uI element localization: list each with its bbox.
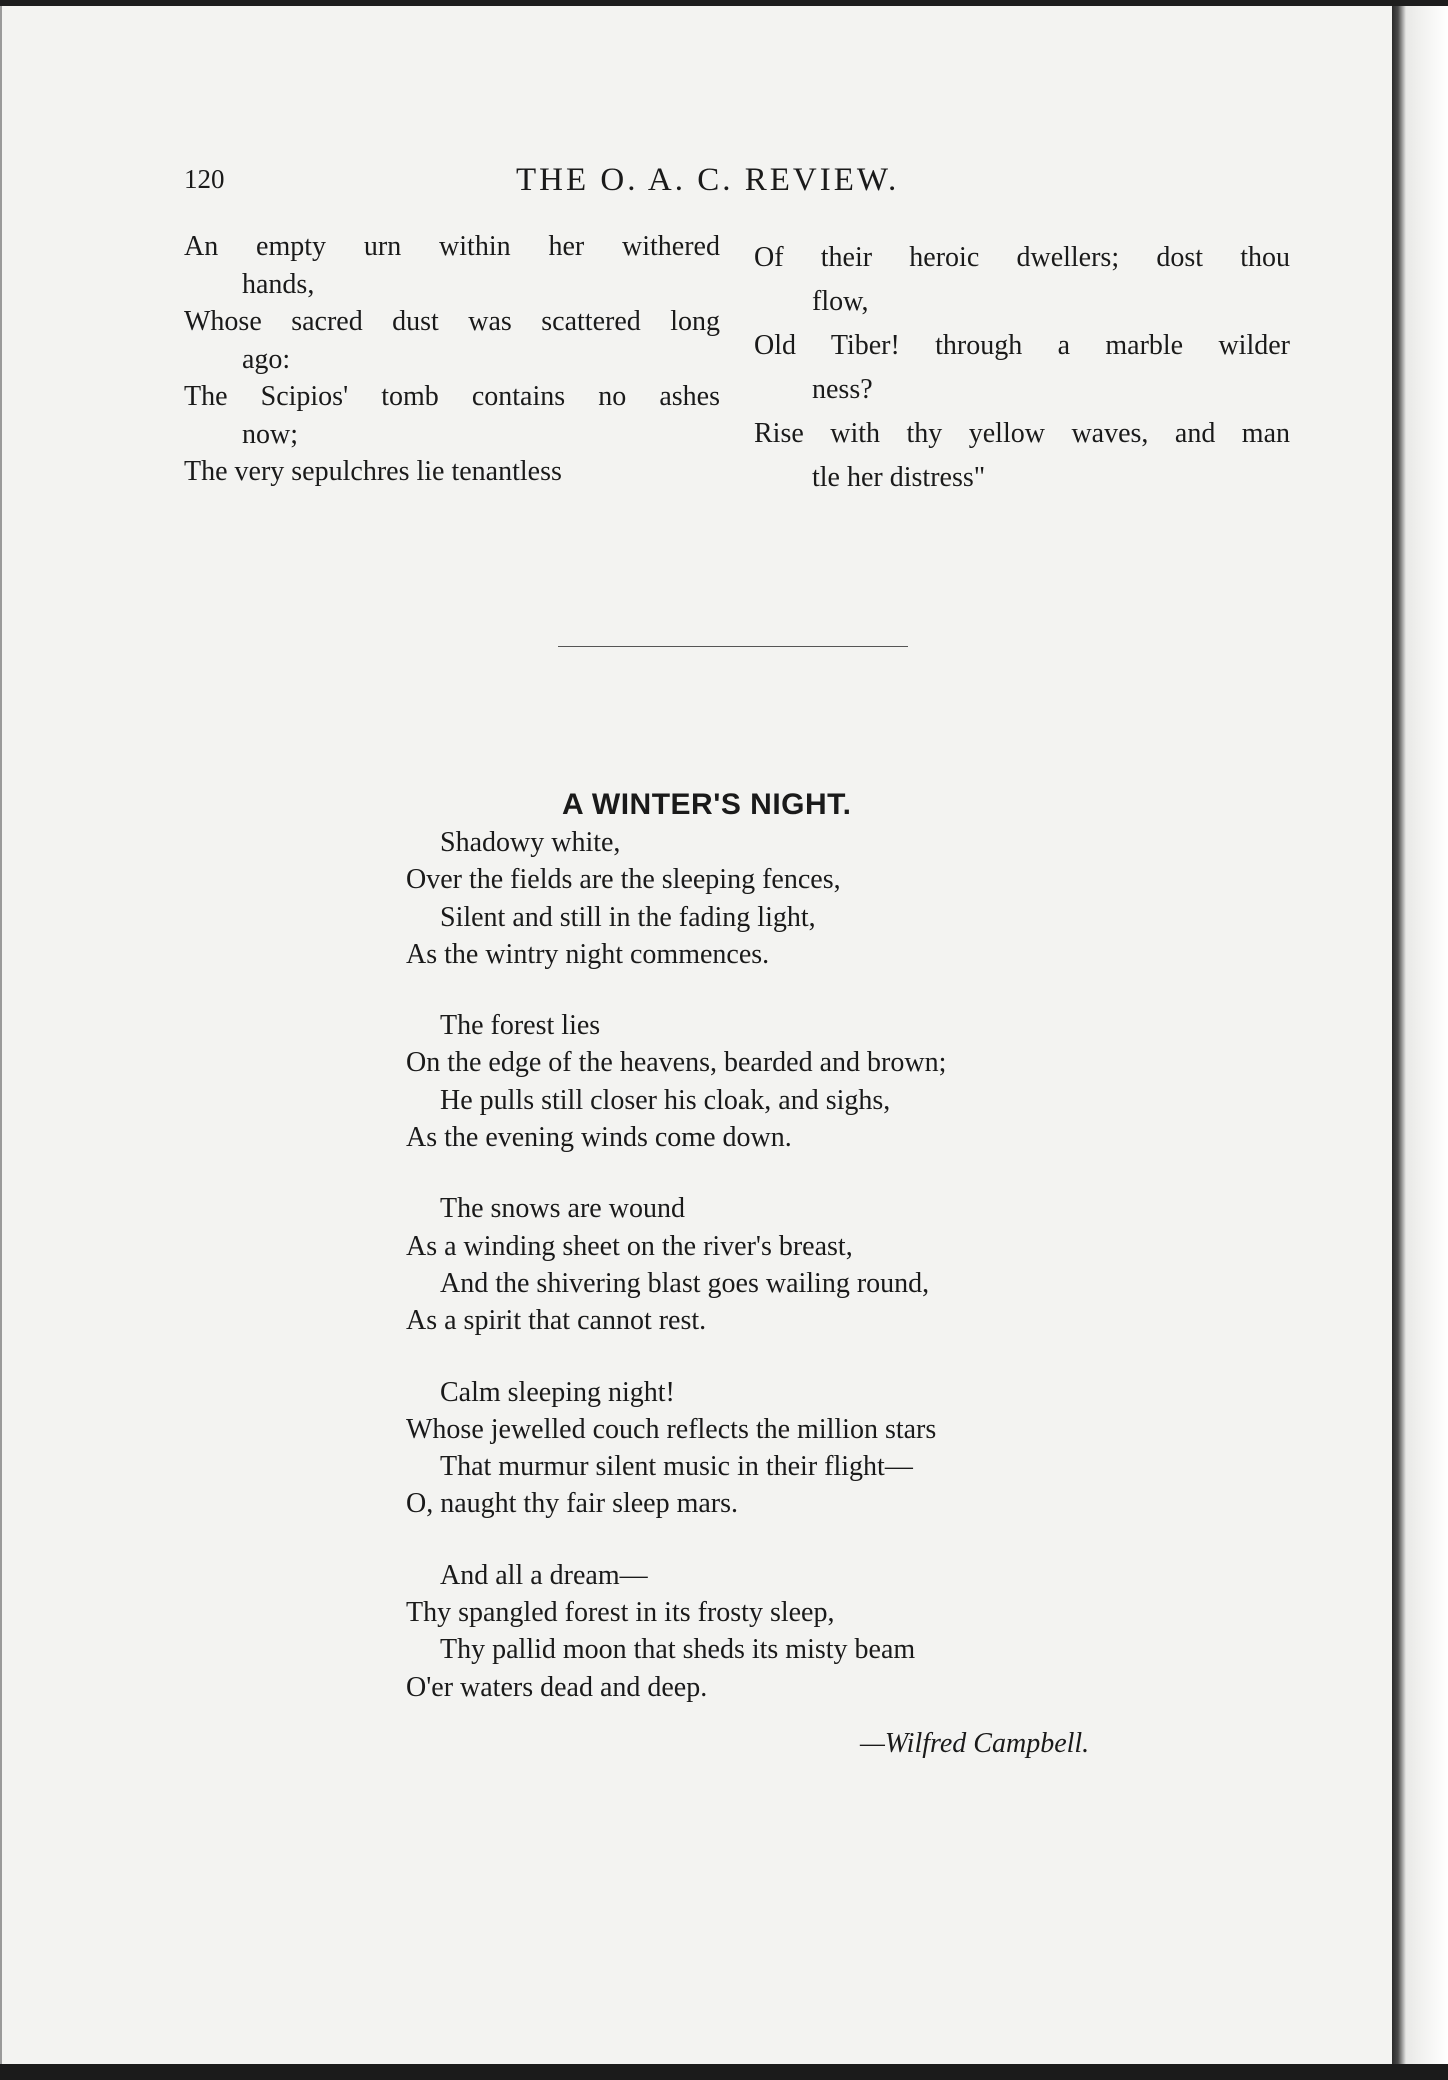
right-column-verse [754,236,1290,500]
verse-line: hands, [242,268,315,300]
poem-line: Shadowy white, [440,827,621,858]
poem-line: He pulls still closer his cloak, and sighs, [440,1084,891,1116]
verse-line: An empty urn within her withered [184,231,720,262]
stanza-break [406,1523,946,1557]
page-number: 120 [184,164,225,194]
poem-line: Thy spangled forest in its frosty sleep, [406,1597,835,1629]
verse-line: Whose sacred dust was scattered long [184,306,720,337]
book-page [0,6,1394,2064]
poem-line: As the evening winds come down. [406,1122,792,1154]
poem-line: And all a dream— [440,1559,648,1591]
verse-line: Old Tiber! through a marble wilder [754,330,1290,361]
verse-line: ago: [242,343,291,375]
poem-line: That murmur silent music in their flight— [440,1451,913,1483]
poem-line: The forest lies [440,1010,601,1042]
verse-line: Of their heroic dwellers; dost thou [754,242,1290,273]
stanza-break [406,973,946,1007]
verse-line: Rise with thy yellow waves, and man [754,418,1290,449]
poem-line: Over the fields are the sleeping fences, [406,864,841,896]
poem-line: As a winding sheet on the river's breast, [406,1230,853,1262]
running-head: THE O. A. C. REVIEW. [516,162,900,198]
poem-line: The snows are wound [440,1193,685,1225]
poem-line: Thy pallid moon that sheds its misty beam [440,1634,916,1666]
poem-line: As a spirit that cannot rest. [406,1305,707,1337]
verse-line: flow, [812,286,869,317]
poem-title: A WINTER'S NIGHT. [562,788,852,821]
page-edge [1392,6,1448,2064]
poem-line: Whose jewelled couch reflects the million stars [406,1413,937,1445]
scan-border [0,2064,1448,2080]
poem-line: O, naught thy fair sleep mars. [406,1488,739,1520]
poem-line: As the wintry night commences. [406,938,770,970]
verse-line: The very sepulchres lie tenantless [184,456,562,487]
poem-line: And the shivering blast goes wailing round, [440,1267,930,1299]
poem-line: Silent and still in the fading light, [440,901,816,933]
verse-line: tle her distress" [812,462,986,493]
verse-line: now; [242,418,298,450]
stanza-break [406,1340,946,1374]
verse-line: The Scipios' tomb contains no ashes [184,381,720,412]
poem-line: O'er waters dead and deep. [406,1671,708,1703]
poem-body [406,824,946,1706]
verse-line: ness? [812,374,873,405]
poem-line: Calm sleeping night! [440,1376,675,1408]
poem-line: On the edge of the heavens, bearded and brown; [406,1047,947,1079]
poem-attribution: —Wilfred Campbell. [860,1728,1090,1759]
left-column-verse [184,228,720,491]
section-divider [558,646,908,647]
stanza-break [406,1156,946,1190]
